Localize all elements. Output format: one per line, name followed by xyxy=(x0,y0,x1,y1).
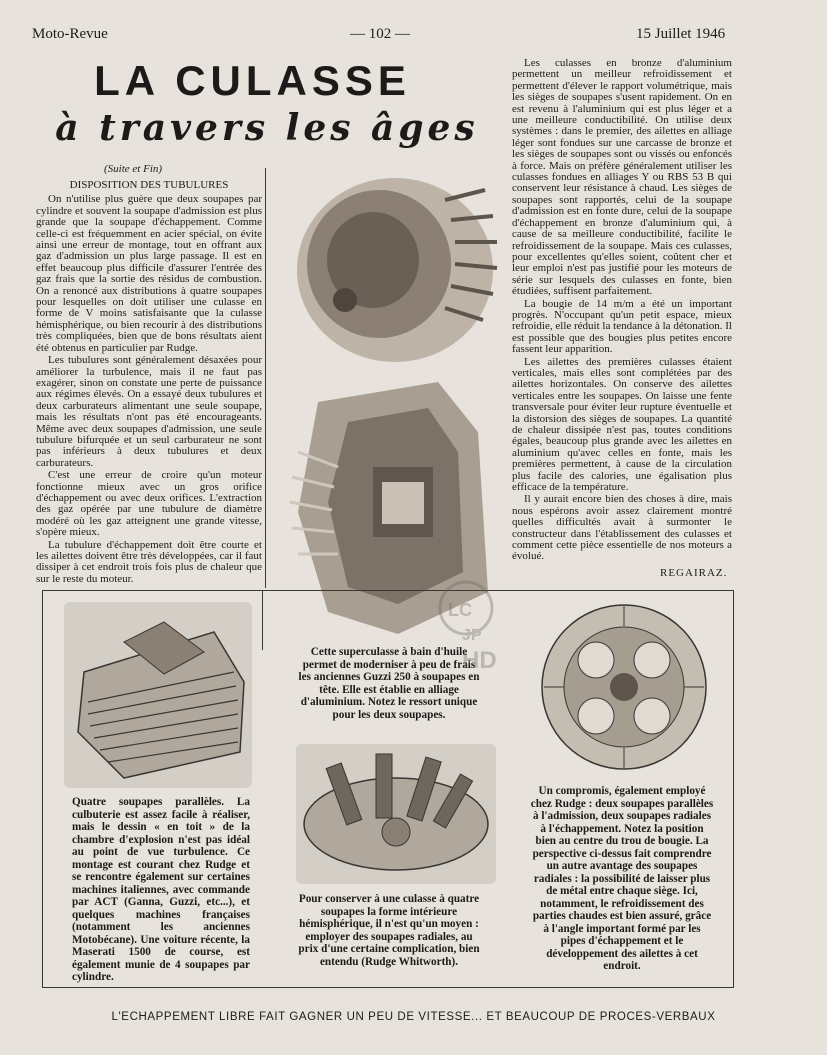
guzzi-caption: Cette superculasse à bain d'huile permet de moderniser à peu de frais les anciennes Guzzi 250 à soupapes en tête. Elle est établie en alliage d'aluminium. Notez le ressort unique pour les deux soupapes. xyxy=(298,646,480,721)
author-signature: REGAIRAZ. xyxy=(660,567,728,579)
watermark-logo xyxy=(432,578,506,674)
footer-slogan: L'ECHAPPEMENT LIBRE FAIT GAGNER UN PEU DE VITESSE... ET BEAUCOUP DE PROCES-VERBAUX xyxy=(111,1011,716,1023)
left-paragraph-1: On n'utilise plus guère que deux soupapes par cylindre et souvent la soupape d'admission est plus grande que la soupape d'échappement. Comme celle-ci est fréquemment en acier spécial, on évite ainsi une erreur de montage, tout en offrant aux gaz d'admission un plus large passage. Il est en effet beaucoup plus difficile d'assurer l'entrée des gaz frais que la sortie des résidus de combustion. On a renoncé aux distributions à quatre soupapes pour lesquelles on doit utiliser une culasse en forme de V moins satisfaisante que la culasse hémisphérique, ou bien recourir à des distributions très compliquées, bien que de bons résultats aient été obtenus en particulier par Rudge. xyxy=(36,193,262,354)
rudge-head-drawing xyxy=(534,594,714,780)
svg-text:HD: HD xyxy=(462,647,497,674)
right-paragraph-2: La bougie de 14 m/m a été un important progrès. N'occupant qu'un petit espace, mieux refroidie, elle réduit la tendance à la détonation. Il est possible que des bougies plus petites encore fassent leur apparition. xyxy=(512,297,732,356)
right-paragraph-4: Il y aurait encore bien des choses à dire, mais nous espérons avoir assez clairement montré quelles difficultés avait à surmonter le constructeur dans l'établissement des culasses et comment cette pièce essentielle de nos moteurs a évolué. xyxy=(512,493,732,563)
radial-valves-caption: Pour conserver à une culasse à quatre soupapes la forme intérieure hémisphérique, il n'est qu'un moyen : employer des soupapes radiales, au prix d'une certaine complication, bien entendu (Rudge Whitworth). xyxy=(298,893,480,968)
section-heading: DISPOSITION DES TUBULURES xyxy=(69,179,229,191)
svg-text:JP: JP xyxy=(462,627,482,644)
page-number: — 102 — xyxy=(350,26,410,42)
cylinder-head-photo-top xyxy=(275,160,503,372)
right-paragraph-3: Les ailettes des premières culasses étaient verticales, mais elles sont complétées par des ailettes horizontales. On conserve des ailettes verticales entre les soupapes. On laisse une fente transversale pour éviter leur rupture éventuelle et la distorsion des sièges de soupapes. La quantité de chaleur dissipée n'est pas, toutes conditions égales, beaucoup plus grande avec les ailettes en aluminium qu'avec celles en fonte, mais les premières permettent, à cause de la circulation plus facile des calories, une égalisation plus efficace de la température. xyxy=(512,355,732,494)
radial-valves-drawing xyxy=(296,744,496,884)
left-column xyxy=(36,180,262,586)
article-title-line2: à travers les âges xyxy=(55,107,479,149)
rudge-caption: Un compromis, également employé chez Rudge : deux soupapes parallèles à l'admission, deux soupapes radiales à l'échappement. Notez la position bien au centre du trou de bougie. La perspective ci-dessus fait comprendre un autre avantage des soupapes radiales : la possibilité de laisser plus de métal entre chaque siège. Ici, notamment, le refroidissement des parties chaudes est bien assuré, grâce à l'angle important formé par les pipes d'échappement et le développement des ailettes à cet endroit. xyxy=(530,785,714,972)
article-title-line1: LA CULASSE xyxy=(94,57,411,104)
frame-inner-line xyxy=(262,590,263,650)
left-paragraph-4: La tubulure d'échappement doit être courte et les ailettes doivent être très développées, car il faut dissiper à cet endroit trois fois plus de chaleur que sur le reste du moteur. xyxy=(36,538,262,585)
issue-date: 15 Juillet 1946 xyxy=(636,26,726,42)
magazine-name: Moto-Revue xyxy=(32,26,108,42)
parallel-valves-drawing xyxy=(64,602,252,788)
subtitle: (Suite et Fin) xyxy=(104,163,163,175)
left-paragraph-2: Les tubulures sont généralement désaxées pour améliorer la turbulence, mais il ne faut pas exagérer, sinon on constate une perte de puissance aux régimes élevés. On a essayé deux tubulures et deux carburateurs alimentant une seule soupape, mais les résultats n'ont pas été encourageants. Même avec deux soupapes d'admission, une seule tubulure bifurquée et un seul carburateur ne sont pas inférieurs à deux tubulures et deux carburateurs. xyxy=(36,354,262,469)
left-paragraph-3: C'est une erreur de croire qu'un moteur fonctionne mieux avec un gros orifice d'échappement ou avec deux orifices. L'extraction des gaz opérée par une tubulure de diamètre modéré où les gaz atteignent une grande vitesse, s'opère mieux. xyxy=(36,469,262,539)
right-column xyxy=(512,58,732,564)
right-paragraph-1: Les culasses en bronze d'aluminium permettent un meilleur refroidissement et permettent d'élever le rapport volumétrique, mais les sièges de soupapes s'usent rapidement. On en est revenu à l'aluminium qui est plus léger et a une meilleure conductibilité. On utilise deux systèmes : dans le premier, des ailettes en alliage léger sont fondues sur une carcasse de bronze et les sièges de soupapes sont ou vissés ou enfoncés à force. Mais on préfère généralement utiliser les culasses fondues en alliages Y ou RBS 53 B qui conservent leur résistance à chaud. Les sièges de soupapes sont rapportés, celui de la soupape d'admission est en fonte dure, celui de la soupape d'échappement en bronze d'aluminium qui, à cause de sa meilleure conductibilité, facilite le refroidissement de la soupape. Mais ces culasses, pour excellentes qu'elles soient, coûtent cher et leur emploi n'est pas justifié pour les moteurs de série sur lesquels des culasses en fonte, bien étudiées, suffisent parfaitement. xyxy=(512,57,732,298)
column-divider xyxy=(265,168,266,588)
parallel-valves-caption: Quatre soupapes parallèles. La culbuterie est assez facile à réaliser, mais le dessin « en toit » de la chambre d'explosion n'est pas idéal au point de vue turbulence. Ce montage est courant chez Rudge et se rencontre également sur certaines machines italiennes, avec commande par ACT (Ganna, Guzzi, etc...), et quelques machines françaises (notamment les anciennes Motobécane). Une voiture récente, la Maserati 1500 de course, est également munie de 4 soupapes par cylindre. xyxy=(72,796,250,983)
svg-text:LC: LC xyxy=(448,600,472,620)
